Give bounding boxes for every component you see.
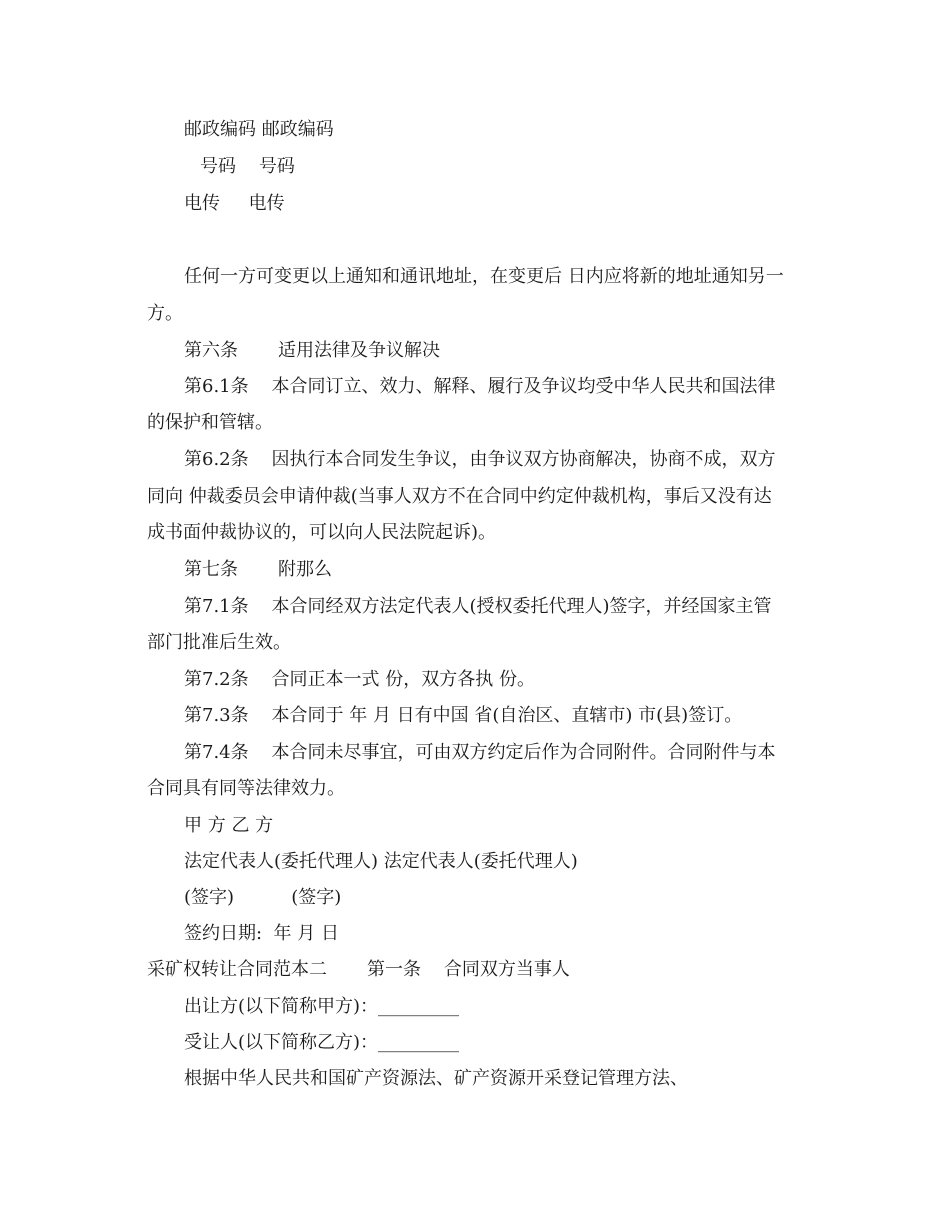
text-line-phone: 号码 号码 — [200, 156, 295, 177]
text-line-telex: 电传 电传 — [184, 193, 285, 214]
article-heading: 第六条 适用法律及争议解决 — [184, 340, 441, 361]
clause-line: 第6.2条 因执行本合同发生争议，由争议双方协商解决，协商不成，双方 — [184, 449, 776, 470]
paragraph-line: 任何一方可变更以上通知和通讯地址，在变更后 日内应将新的地址通知另一 — [184, 266, 784, 287]
clause-line: 的保护和管辖。 — [147, 412, 273, 433]
signing-date: 签约日期: 年 月 日 — [184, 923, 339, 944]
clause-line: 第6.1条 本合同订立、效力、解释、履行及争议均受中华人民共和国法律 — [184, 376, 776, 397]
article-heading: 第七条 附那么 — [184, 559, 333, 580]
clause-line: 同向 仲裁委员会申请仲裁(当事人双方不在合同中约定仲裁机构，事后又没有达 — [147, 486, 772, 507]
transferor-field: 出让方(以下简称甲方)：_________ — [184, 996, 460, 1017]
clause-line: 第7.3条 本合同于 年 月 日有中国 省(自治区、直辖市) 市(县)签订。 — [184, 705, 743, 726]
clause-line: 第7.4条 本合同未尽事宜，可由双方约定后作为合同附件。合同附件与本 — [184, 742, 776, 763]
clause-line: 合同具有同等法律效力。 — [147, 778, 345, 799]
paragraph-line: 方。 — [147, 303, 183, 324]
signature-labels: (签字) (签字) — [184, 887, 342, 908]
paragraph-line: 根据中华人民共和国矿产资源法、矿产资源开采登记管理方法、 — [184, 1068, 688, 1089]
clause-line: 部门批准后生效。 — [147, 632, 291, 653]
clause-line: 成书面仲裁协议的，可以向人民法院起诉)。 — [147, 522, 497, 543]
clause-line: 第7.1条 本合同经双方法定代表人(授权委托代理人)签字，并经国家主管 — [184, 596, 772, 617]
clause-line: 第7.2条 合同正本一式 份，双方各执 份。 — [184, 669, 535, 690]
transferee-field: 受让人(以下简称乙方)：_________ — [184, 1032, 460, 1053]
section-title: 采矿权转让合同范本二 第一条 合同双方当事人 — [147, 959, 570, 980]
party-labels: 甲 方 乙 方 — [184, 815, 274, 836]
representative-labels: 法定代表人(委托代理人) 法定代表人(委托代理人) — [184, 851, 578, 872]
text-line-postcode: 邮政编码 邮政编码 — [184, 119, 334, 140]
